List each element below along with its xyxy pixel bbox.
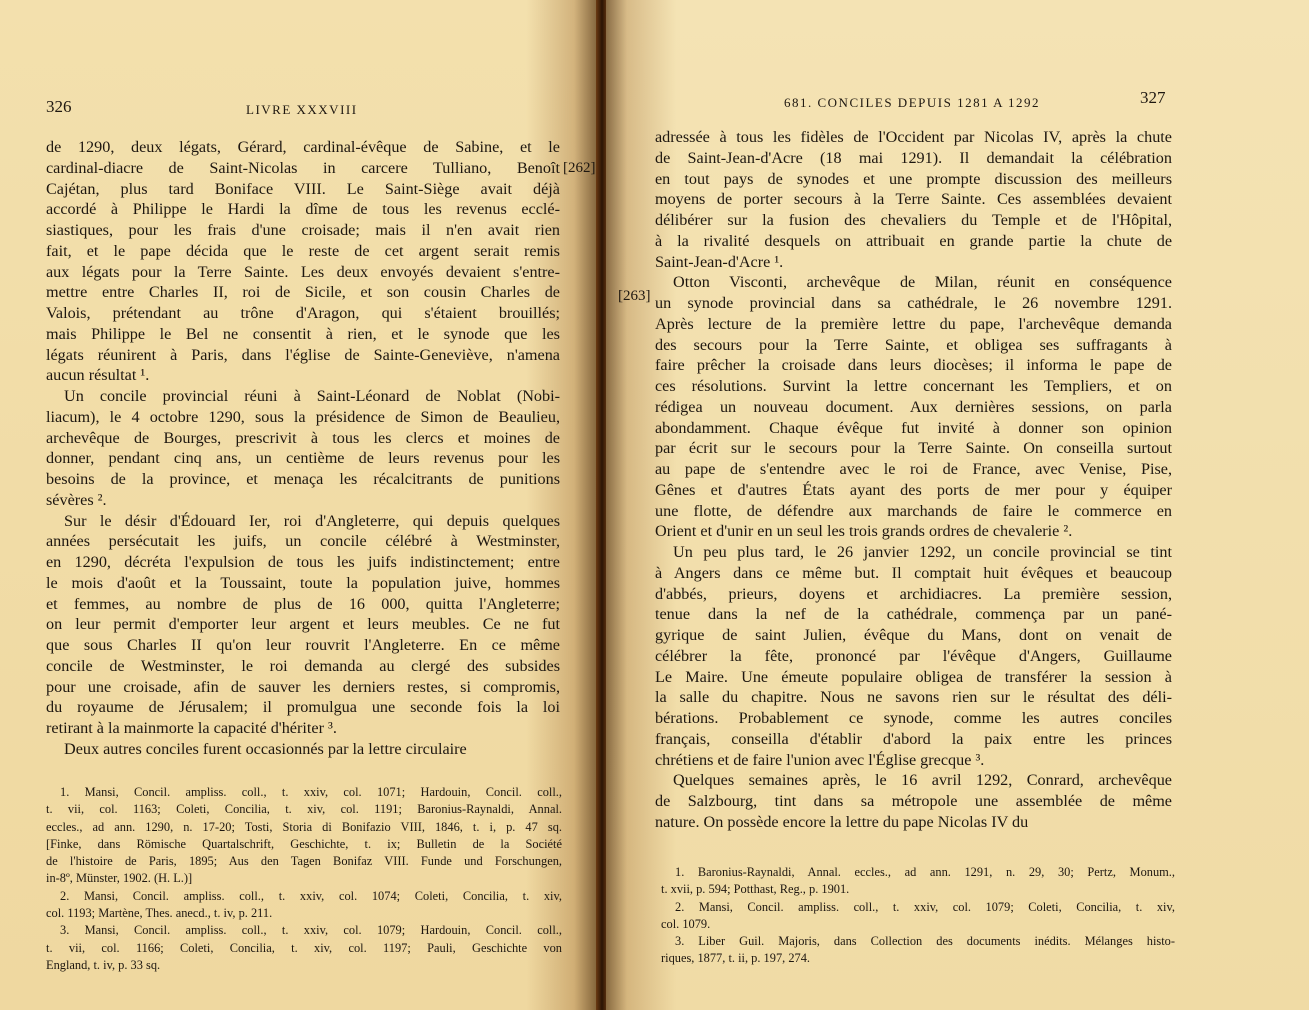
text-line: la salle du chapitre. Nous ne savons rien sur le résultat des déli-: [655, 688, 1172, 707]
footnote-line: England, t. iv, p. 33 sq.: [46, 957, 161, 972]
text-line: liacum), le 4 octobre 1290, sous la présidence de Simon de Beaulieu,: [46, 407, 560, 426]
footnote-line: col. 1193; Martène, Thes. anecd., t. iv, p. 211.: [46, 906, 273, 921]
text-line: et femmes, au nombre de plus de 16 000, quitta l'Angleterre;: [46, 594, 560, 613]
footnotes: [46, 784, 562, 974]
text-line: en tout pays de synodes et une prompte discussion des meilleurs: [655, 169, 1172, 188]
text-line: Orient et d'unir en un seul les trois grands ordres de chevalerie ².: [655, 522, 1073, 541]
text-line: Cajétan, plus tard Boniface VIII. Le Saint-Siège avait déjà: [46, 179, 560, 198]
text-line: aucun résultat ¹.: [46, 366, 150, 385]
footnote-line: eccles., ad ann. 1290, n. 17-20; Tosti, Storia di Bonifazio VIII, 1846, t. i, p. 47 sq.: [46, 819, 562, 834]
text-line: Un concile provincial réuni à Saint-Léonard de Noblat (Nobi-: [64, 387, 560, 405]
text-line: rédigea un nouveau document. Aux dernières sessions, on parla: [655, 397, 1172, 416]
text-line: nature. On possède encore la lettre du pape Nicolas IV du: [655, 812, 1029, 831]
text-line: chrétiens et de faire l'union avec l'Église grecque ³.: [655, 750, 985, 769]
text-line: sévères ².: [46, 490, 107, 509]
footnote-line: 2. Mansi, Concil. ampliss. coll., t. xxiv, col. 1074; Coleti, Concilia, t. xiv,: [60, 888, 562, 903]
text-line: années persécutait les juifs, un concile célébré à Westminster,: [46, 532, 560, 551]
footnote-line: col. 1079.: [661, 916, 711, 931]
footnote-line: [Finke, dans Römische Quartalschrift, Geschichte, t. ix; Bulletin de la Société: [46, 836, 562, 851]
footnote-line: t. vii, col. 1166; Coleti, Concilia, t. xiv, col. 1197; Pauli, Geschichte von: [46, 940, 562, 955]
text-line: Deux autres conciles furent occasionnés par la lettre circulaire: [64, 739, 467, 758]
text-line: ces résolutions. Survint la lettre concernant les Templiers, et on: [655, 377, 1172, 395]
footnote-line: t. xvii, p. 594; Potthast, Reg., p. 1901.: [661, 882, 850, 897]
text-line: Gênes et d'autres États ayant des ports de mer pour y équiper: [655, 480, 1172, 499]
text-line: accordé à Philippe le Hardi la dîme de tous les revenus ecclé-: [46, 200, 560, 219]
text-line: siastiques, pour les frais d'une croisade; mais il n'en avait rien: [46, 221, 560, 239]
footnote-line: 2. Mansi, Concil. ampliss. coll., t. xxiv, col. 1079; Coleti, Concilia, t. xiv,: [675, 899, 1175, 914]
text-line: légats réunirent à Paris, dans l'église de Sainte-Geneviève, n'amena: [46, 345, 560, 364]
page-number: 327: [1140, 88, 1166, 107]
text-line: on leur permit d'emporter leur argent et leurs meubles. Ce ne fut: [46, 615, 560, 634]
footnote-line: t. vii, col. 1163; Coleti, Concilia, t. xiv, col. 1191; Baronius-Raynaldi, Annal.: [46, 802, 562, 817]
text-line: donner, pendant cinq ans, un centième de leurs revenus pour les: [46, 449, 560, 468]
text-line: de Saint-Jean-d'Acre (18 mai 1291). Il demandait la célébration: [655, 148, 1172, 167]
text-line: archevêque de Bourges, prescrivit à tous les clercs et moines de: [46, 428, 560, 447]
text-line: concile de Westminster, le roi demanda au clergé des subsides: [46, 656, 560, 675]
text-line: gyrique de saint Julien, évêque du Mans, dont on venait de: [655, 626, 1172, 644]
text-line: cardinal-diacre de Saint-Nicolas in carcere Tulliano, Benoît: [46, 158, 560, 177]
text-line: Saint-Jean-d'Acre ¹.: [655, 252, 784, 271]
text-line: le mois d'août et la Toussaint, toute la population juive, hommes: [46, 573, 560, 592]
text-line: d'abbés, prieurs, doyens et archidiacres. La première session,: [655, 584, 1172, 603]
running-head: LIVRE XXXVIII: [246, 102, 358, 117]
text-line: français, conseilla d'établir d'abord la paix entre les princes: [655, 729, 1172, 748]
text-line: mettre entre Charles II, roi de Sicile, et son cousin Charles de: [46, 283, 560, 302]
footnote-line: 1. Mansi, Concil. ampliss. coll., t. xxiv, col. 1071; Hardouin, Concil. coll.,: [60, 785, 562, 799]
footnote-line: in-8º, Münster, 1902. (H. L.)]: [46, 871, 193, 886]
text-line: du royaume de Jérusalem; il promulgua une seconde fois la loi: [46, 698, 560, 717]
text-line: à Angers dans ce même but. Il comptait huit évêques et beaucoup: [655, 563, 1172, 582]
text-line: abondamment. Chaque évêque fut invité à donner son opinion: [655, 418, 1172, 437]
main-text: [46, 137, 560, 760]
text-line: de Salzbourg, tint dans sa métropole une assemblée de même: [655, 792, 1172, 810]
text-line: pour une croisade, afin de sauver les derniers restes, si compromis,: [46, 677, 560, 696]
text-line: mais Philippe le Bel ne consentit à rien, et le synode que les: [46, 324, 560, 343]
text-line: besoins de la province, et menaça les récalcitrants de punitions: [46, 470, 560, 488]
text-line: que sous Charles II qu'on leur rouvrit l'Angleterre. En ce même: [46, 636, 560, 654]
footnote-line: riques, 1877, t. ii, p. 197, 274.: [661, 951, 811, 966]
text-line: adressée à tous les fidèles de l'Occident par Nicolas IV, après la chute: [655, 128, 1172, 146]
text-line: délibérer sur la fusion des chevaliers du Temple et de l'Hôpital,: [655, 211, 1172, 229]
right-page: [606, 0, 1309, 1010]
text-line: par écrit sur le secours pour la Terre Sainte. On conseilla surtout: [655, 439, 1172, 458]
text-line: Quelques semaines après, le 16 avril 1292, Conrard, archevêque: [673, 771, 1172, 790]
left-page: [0, 0, 598, 1010]
footnote-line: de l'histoire de Paris, 1895; Aus den Tagen Bonifaz VIII. Funde und Forschungen,: [46, 854, 562, 869]
text-line: Après lecture de la première lettre du pape, l'archevêque demanda: [655, 314, 1172, 333]
text-line: en 1290, décréta l'expulsion de tous les juifs indistinctement; entre: [46, 553, 560, 571]
page-number: 326: [46, 97, 72, 116]
text-line: fait, et le pape décida que le reste de cet argent serait remis: [46, 241, 560, 260]
text-line: retirant à la mainmorte la capacité d'hériter ³.: [46, 719, 337, 737]
text-line: une flotte, de défendre aux marchands de faire le commerce en: [655, 501, 1172, 520]
text-line: un synode provincial dans sa cathédrale, le 26 novembre 1291.: [655, 294, 1172, 312]
text-line: des secours pour la Terre Sainte, et obligea ses suffragants à: [655, 335, 1172, 354]
text-line: faire prêcher la croisade dans leurs diocèses; il informa le pape de: [655, 356, 1172, 375]
text-line: Un peu plus tard, le 26 janvier 1292, un concile provincial se tint: [673, 543, 1172, 561]
text-line: moyens de porter secours à la Terre Sainte. Ces assemblées devaient: [655, 190, 1172, 209]
main-text: [655, 127, 1172, 833]
text-line: Valois, prétendant au trône d'Aragon, qui s'étaient brouillés;: [46, 304, 560, 322]
margin-reference: [263]: [618, 288, 651, 304]
text-line: à la rivalité desquels on attribuait en grande partie la chute de: [655, 231, 1172, 250]
text-line: Le Maire. Une émeute populaire obligea de transférer la session à: [655, 667, 1172, 686]
text-line: célébrer la fête, prononcé par l'évêque d'Angers, Guillaume: [655, 646, 1172, 665]
text-line: de 1290, deux légats, Gérard, cardinal-évêque de Sabine, et le: [46, 138, 560, 156]
footnote-line: 3. Liber Guil. Majoris, dans Collection des documents inédits. Mélanges histo-: [675, 934, 1175, 949]
text-line: aux légats pour la Terre Sainte. Les deux envoyés devaient s'entre-: [46, 262, 560, 281]
text-line: au pape de s'entendre avec le roi de France, avec Venise, Pise,: [655, 460, 1172, 478]
footnote-line: 3. Mansi, Concil. ampliss. coll., t. xxiv, col. 1079; Hardouin, Concil. coll.,: [60, 923, 562, 938]
margin-reference: [262]: [563, 160, 596, 176]
footnote-line: 1. Baronius-Raynaldi, Annal. eccles., ad ann. 1291, n. 29, 30; Pertz, Monum.,: [675, 865, 1175, 879]
text-line: bérations. Probablement ce synode, comme les autres conciles: [655, 709, 1172, 727]
text-line: tenue dans la nef de la cathédrale, commença par un pané-: [655, 605, 1172, 624]
text-line: Sur le désir d'Édouard Ier, roi d'Angleterre, qui depuis quelques: [64, 511, 560, 530]
running-head: 681. CONCILES DEPUIS 1281 A 1292: [784, 95, 1041, 110]
text-line: Otton Visconti, archevêque de Milan, réunit en conséquence: [673, 273, 1172, 292]
footnotes: [661, 864, 1175, 968]
